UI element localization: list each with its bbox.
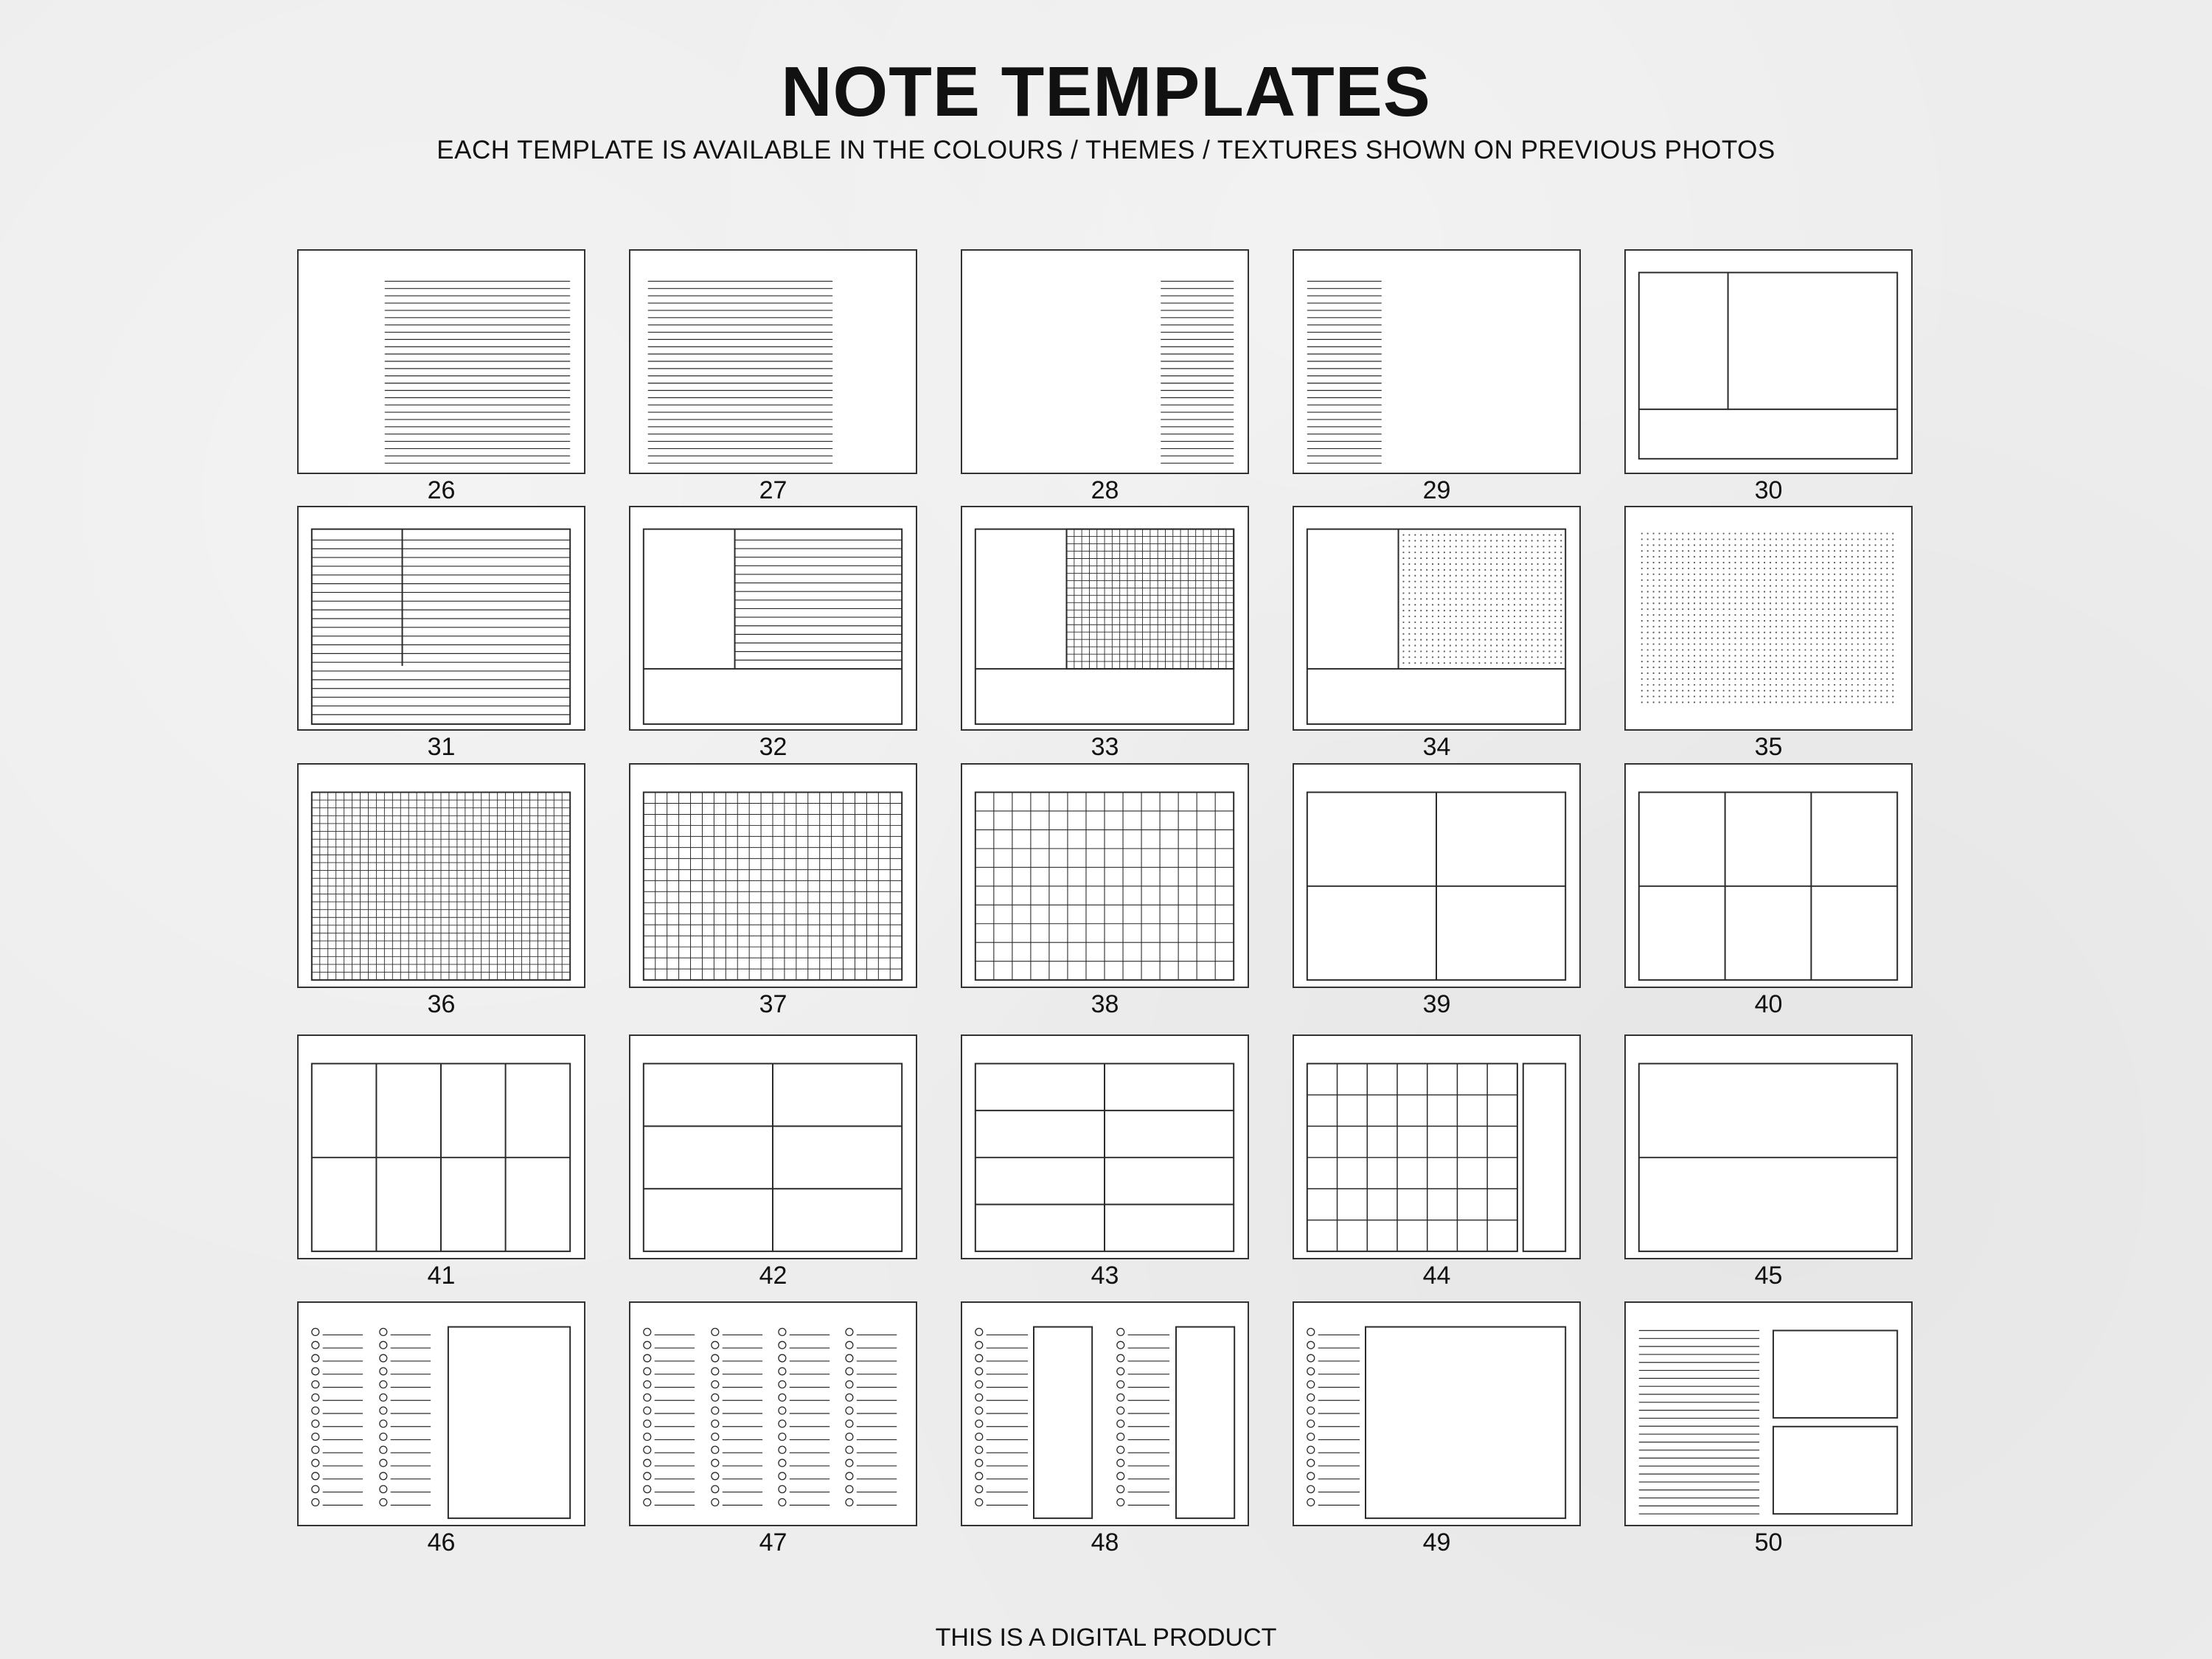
template-number: 35 (1754, 733, 1783, 761)
template-layout-preview (1626, 765, 1911, 987)
template-layout-preview (1294, 1036, 1579, 1258)
template-thumbnail (1624, 506, 1913, 731)
template-number: 36 (427, 990, 456, 1018)
template-thumbnail (1624, 1301, 1913, 1526)
template-number: 26 (427, 476, 456, 504)
template-layout-preview (962, 251, 1248, 473)
template-layout-preview (299, 765, 584, 987)
template-layout-preview (630, 765, 916, 987)
template-thumbnail (629, 506, 917, 731)
template-thumbnail (297, 763, 585, 988)
template-layout-preview (630, 1303, 916, 1525)
template-number: 33 (1091, 733, 1119, 761)
template-number: 40 (1754, 990, 1783, 1018)
template-layout-preview (630, 1036, 916, 1258)
template-number: 49 (1422, 1528, 1451, 1557)
page-subtitle: EACH TEMPLATE IS AVAILABLE IN THE COLOURS / THEMES / TEXTURES SHOWN ON PREVIOUS PHOTOS (437, 136, 1775, 164)
template-thumbnail (297, 506, 585, 731)
template-thumbnail (297, 249, 585, 474)
template-layout-preview (1626, 507, 1911, 729)
template-thumbnail (1293, 506, 1581, 731)
template-number: 28 (1091, 476, 1119, 504)
template-thumbnail (1293, 1301, 1581, 1526)
template-layout-preview (630, 251, 916, 473)
template-layout-preview (962, 507, 1248, 729)
template-thumbnail (1624, 763, 1913, 988)
template-number: 47 (759, 1528, 787, 1557)
template-layout-preview (962, 1303, 1248, 1525)
template-layout-preview (299, 1303, 584, 1525)
template-thumbnail (961, 1301, 1249, 1526)
template-number: 34 (1422, 733, 1451, 761)
template-thumbnail (629, 249, 917, 474)
template-thumbnail (1293, 1034, 1581, 1259)
template-number: 41 (427, 1262, 456, 1290)
template-layout-preview (1626, 1303, 1911, 1525)
template-layout-preview (1294, 765, 1579, 987)
template-layout-preview (1294, 1303, 1579, 1525)
template-layout-preview (630, 507, 916, 729)
template-number: 38 (1091, 990, 1119, 1018)
template-thumbnail (1624, 1034, 1913, 1259)
template-number: 45 (1754, 1262, 1783, 1290)
template-number: 48 (1091, 1528, 1119, 1557)
template-number: 44 (1422, 1262, 1451, 1290)
template-layout-preview (1294, 251, 1579, 473)
template-number: 50 (1754, 1528, 1783, 1557)
template-layout-preview (299, 507, 584, 729)
template-thumbnail (297, 1301, 585, 1526)
template-number: 32 (759, 733, 787, 761)
template-thumbnail (961, 763, 1249, 988)
template-thumbnail (961, 1034, 1249, 1259)
template-number: 29 (1422, 476, 1451, 504)
template-number: 42 (759, 1262, 787, 1290)
template-thumbnail (1293, 249, 1581, 474)
template-number: 30 (1754, 476, 1783, 504)
template-thumbnail (629, 1034, 917, 1259)
template-layout-preview (962, 1036, 1248, 1258)
template-number: 43 (1091, 1262, 1119, 1290)
footer-note: THIS IS A DIGITAL PRODUCT (935, 1624, 1277, 1652)
template-number: 31 (427, 733, 456, 761)
template-thumbnail (961, 249, 1249, 474)
page-title: NOTE TEMPLATES (781, 52, 1431, 131)
template-thumbnail (629, 763, 917, 988)
template-number: 27 (759, 476, 787, 504)
template-number: 46 (427, 1528, 456, 1557)
template-thumbnail (297, 1034, 585, 1259)
template-layout-preview (1626, 1036, 1911, 1258)
template-layout-preview (1626, 251, 1911, 473)
template-thumbnail (1293, 763, 1581, 988)
template-layout-preview (962, 765, 1248, 987)
template-thumbnail (961, 506, 1249, 731)
template-layout-preview (1294, 507, 1579, 729)
template-layout-preview (299, 251, 584, 473)
template-number: 37 (759, 990, 787, 1018)
template-number: 39 (1422, 990, 1451, 1018)
template-layout-preview (299, 1036, 584, 1258)
template-thumbnail (1624, 249, 1913, 474)
template-thumbnail (629, 1301, 917, 1526)
